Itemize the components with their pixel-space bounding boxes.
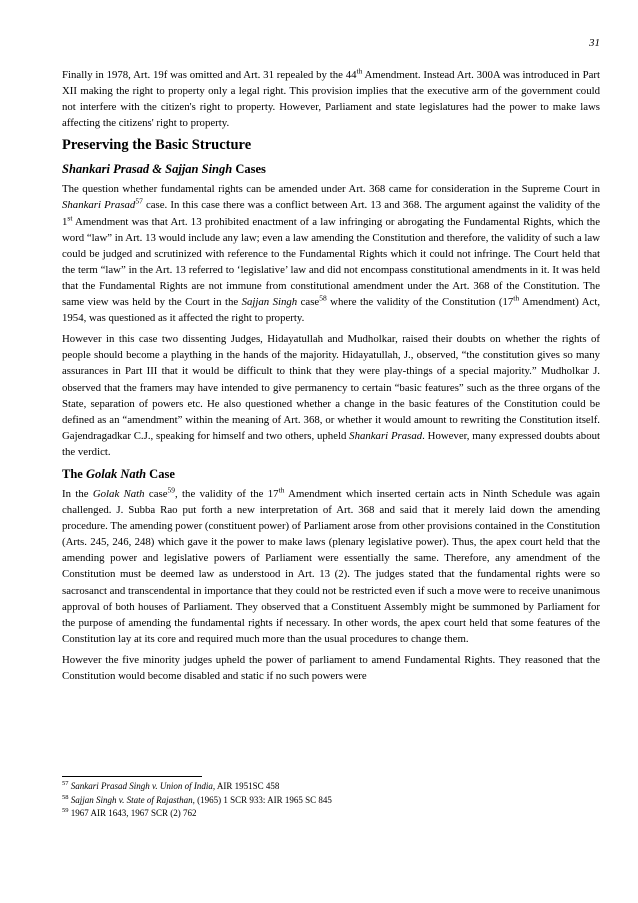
paragraph-dissenting-judges: However in this case two dissenting Judges, Hidayatullah and Mudholkar, raised their doubts on whether the rights of people should become a plaything in the hands of the majority. Hidayatullah, J., observed, “the constitution gives so many assurances in Part III that it would be difficult to think that they were play-things of a special majority.” Mudholkar J. observed that the framers may have intended to give permanency to certain “basic features” such as the three organs of the State, separation of powers etc. He also questioned whether a change in the basic features of the Constitution could be defined as an “amendment” within the meaning of Art. 368, or whether it would amount to rewriting the Constitution itself. Gajendragadkar C.J., speaking for himself and two others, upheld Shankari Prasad. However, many expressed doubts about the verdict. (62, 333, 600, 458)
paragraph-property-right: Finally in 1978, Art. 19f was omitted and Art. 31 repealed by the 44th Amendment. Instead Art. 300A was introduced in Part XII making the right to property only a legal right. This provision implies that the executive arm of the government could not interfere with the citizen's right to property. However, Parliament and state legislatures had the power to make laws affecting the citizens' right to property. (62, 66, 600, 130)
footnote-ref-57[interactable]: 57 (135, 196, 143, 206)
footnotes (62, 776, 600, 821)
paragraph-shankari-prasad: The question whether fundamental rights can be amended under Art. 368 came for consideration in the Supreme Court in Shankari Prasad$^{57}$ case. In this case there was a conflict between Art. 13 and 368. The argument against the validity of the 1st Amendment was that Art. 13 prohibited enactment of a law infringing or abrogating the Fundamental Rights, which the word “law” in Art. 13 would include any law; even a law amending the Constitution and therefore, the validity of such a law could be judged and scrutinized with reference to the Fundamental Rights which it could not infringe. The Court held that the term “law” in the Art. 13 referred to ‘legislative’ law and did not encompass constitutional amendments in it. It was held that the Fundamental Rights are not immune from constitutional amendment under the Art. 368 of the Constitution. The same view was held by the Court in the Sajjan Singh case$^{58}$ where the validity of the Constitution (17th Amendment) Act, 1954, was questioned as it affected the right to property. (62, 183, 601, 325)
footnote-58: $^{58}$ Sajjan Singh v. State of Rajasthan, (1965) 1 SCR 933: AIR 1965 SC 845 (62, 793, 332, 805)
page-body (62, 67, 600, 689)
page-number: 31 (589, 37, 600, 49)
footnote-divider (62, 776, 202, 777)
paragraph-golak-nath: In the Golak Nath case$^{59}$, the validity of the 17th Amendment which inserted certain acts in Ninth Schedule was again challenged. J. Subba Rao put forth a new interpretation of Art. 368 and said that it merely laid down the amending procedure. The amending power (constituent power) of Parliament arose from other provisions contained in the Constitution (Arts. 245, 246, 248) which gave it the power to make laws (plenary legislative power). Thus, the apex court held that the amending power and legislative powers of Parliament were essentially the same. Therefore, any amendment of the Constitution must be deemed law as understood in Art. 13 (2). The judges stated that the fundamental rights were so sacrosanct and transcendental in importance that they could not be restricted even if such a move were to receive unanimous approval of both houses of Parliament. They observed that a Constituent Assembly might be summoned by Parliament for the purpose of amending the fundamental rights if necessary. In other words, the apex court held that some features of the Constitution lay at its core and required much more than the usual procedures to change them. (62, 485, 600, 645)
footnote-ref-59[interactable]: 59 (167, 485, 176, 495)
footnote-ref-58[interactable]: 58 (319, 293, 327, 303)
section-heading-basic-structure: Preserving the Basic Structure (62, 137, 252, 154)
footnote-59: $^{59}$ 1967 AIR 1643, 1967 SCR (2) 762 (62, 807, 197, 818)
paragraph-minority-judges: However the five minority judges upheld the power of parliament to amend Fundamental Rights. They reasoned that the Constitution would become disabled and static if no such powers were (62, 653, 600, 682)
subheading-shankari-sajjan: Shankari Prasad & Sajjan Singh Cases (62, 162, 266, 177)
footnote-57: $^{57}$ Sankari Prasad Singh v. Union of India, AIR 1951SC 458 (62, 780, 280, 791)
subheading-golak-nath: The Golak Nath Case (62, 466, 175, 481)
